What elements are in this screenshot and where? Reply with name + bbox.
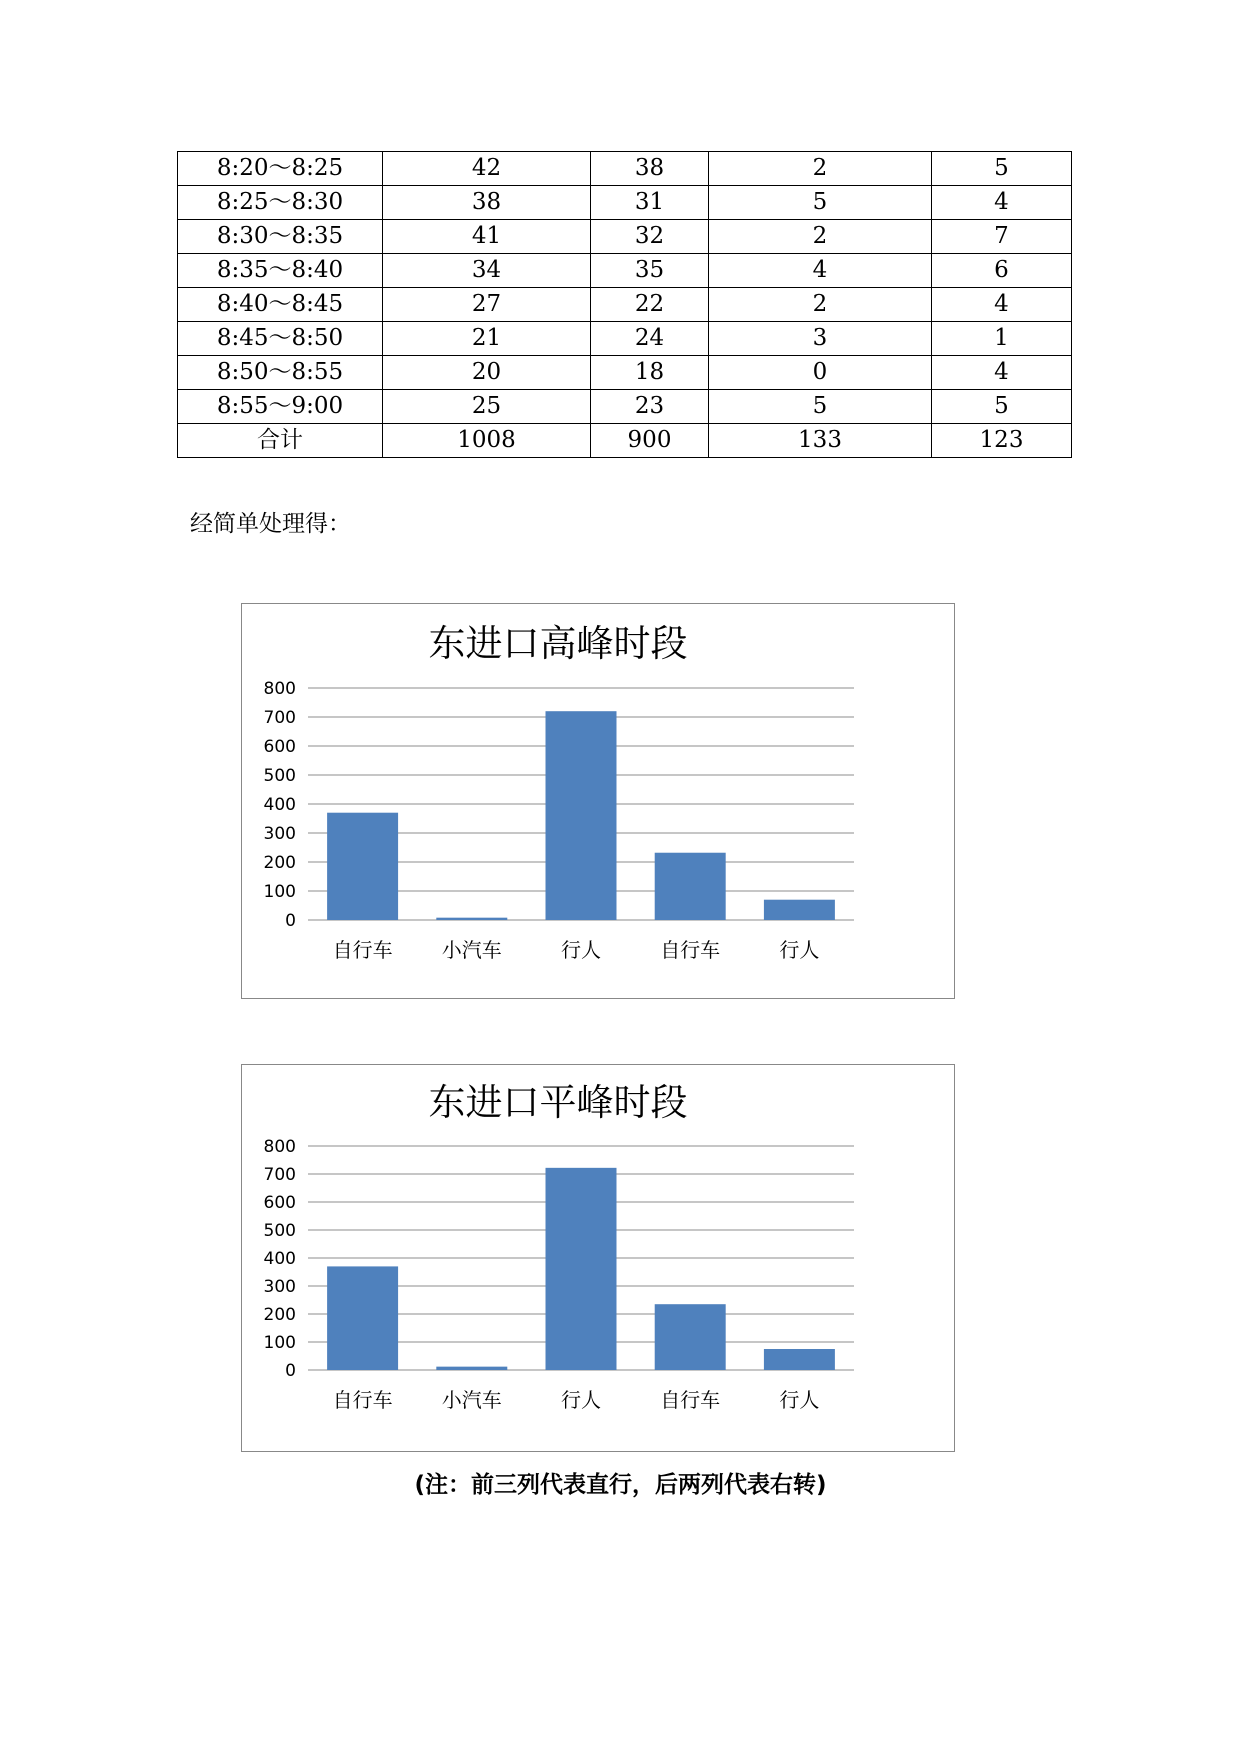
table-cell: 6 bbox=[932, 254, 1072, 288]
offpeak-hour-chart-svg bbox=[242, 1065, 953, 1450]
table-row bbox=[178, 186, 1072, 220]
table-cell: 123 bbox=[932, 424, 1072, 458]
bar bbox=[655, 1304, 726, 1370]
table-cell: 35 bbox=[591, 254, 709, 288]
table-cell: 8:35～8:40 bbox=[178, 254, 383, 288]
bar bbox=[327, 813, 398, 920]
table-cell: 31 bbox=[591, 186, 709, 220]
bar bbox=[436, 1367, 507, 1370]
category-label: 小汽车 bbox=[441, 938, 502, 962]
category-label: 行人 bbox=[779, 1388, 820, 1412]
table-cell: 5 bbox=[709, 390, 932, 424]
y-tick-label: 100 bbox=[263, 1333, 296, 1353]
y-tick-label: 700 bbox=[263, 1165, 296, 1185]
peak-hour-chart-svg bbox=[242, 604, 953, 997]
table-row bbox=[178, 288, 1072, 322]
bar bbox=[546, 711, 617, 920]
y-tick-label: 800 bbox=[263, 679, 296, 699]
table-cell: 25 bbox=[383, 390, 591, 424]
table-body bbox=[178, 152, 1072, 458]
bar bbox=[764, 900, 835, 920]
y-tick-label: 200 bbox=[263, 853, 296, 873]
y-tick-label: 0 bbox=[285, 1361, 296, 1381]
category-label: 小汽车 bbox=[441, 1388, 502, 1412]
table-cell: 8:20～8:25 bbox=[178, 152, 383, 186]
table-cell: 8:55～9:00 bbox=[178, 390, 383, 424]
traffic-count-table bbox=[177, 151, 1072, 458]
table-cell: 8:45～8:50 bbox=[178, 322, 383, 356]
y-tick-label: 100 bbox=[263, 882, 296, 902]
offpeak-hour-chart bbox=[241, 1064, 955, 1452]
table-cell: 8:30～8:35 bbox=[178, 220, 383, 254]
table-cell: 42 bbox=[383, 152, 591, 186]
table-cell: 2 bbox=[709, 220, 932, 254]
table-row bbox=[178, 356, 1072, 390]
y-tick-label: 400 bbox=[263, 1249, 296, 1269]
peak-hour-chart bbox=[241, 603, 955, 999]
table-cell: 8:50～8:55 bbox=[178, 356, 383, 390]
table-cell: 3 bbox=[709, 322, 932, 356]
table-cell: 24 bbox=[591, 322, 709, 356]
table-cell: 8:25～8:30 bbox=[178, 186, 383, 220]
category-label: 自行车 bbox=[332, 1388, 393, 1412]
table-cell: 5 bbox=[709, 186, 932, 220]
chart-title: 东进口高峰时段 bbox=[428, 622, 688, 665]
category-label: 行人 bbox=[561, 1388, 601, 1412]
table-cell: 38 bbox=[383, 186, 591, 220]
table-cell: 4 bbox=[932, 356, 1072, 390]
table-cell: 27 bbox=[383, 288, 591, 322]
bar bbox=[436, 918, 507, 920]
bar bbox=[655, 853, 726, 920]
table-cell: 0 bbox=[709, 356, 932, 390]
table-cell: 900 bbox=[591, 424, 709, 458]
table-cell: 2 bbox=[709, 288, 932, 322]
table-cell: 4 bbox=[932, 186, 1072, 220]
category-label: 自行车 bbox=[660, 1388, 721, 1412]
table-cell: 2 bbox=[709, 152, 932, 186]
table-row bbox=[178, 322, 1072, 356]
y-tick-label: 300 bbox=[263, 824, 296, 844]
table-cell: 23 bbox=[591, 390, 709, 424]
y-tick-label: 700 bbox=[263, 708, 296, 728]
table-cell: 4 bbox=[709, 254, 932, 288]
table-cell: 合计 bbox=[178, 424, 383, 458]
y-tick-label: 600 bbox=[263, 737, 296, 757]
table-cell: 18 bbox=[591, 356, 709, 390]
table-cell: 1008 bbox=[383, 424, 591, 458]
table-cell: 133 bbox=[709, 424, 932, 458]
y-tick-label: 200 bbox=[263, 1305, 296, 1325]
y-tick-label: 300 bbox=[263, 1277, 296, 1297]
category-label: 自行车 bbox=[660, 938, 721, 962]
y-tick-label: 400 bbox=[263, 795, 296, 815]
y-tick-label: 500 bbox=[263, 1221, 296, 1241]
table-cell: 20 bbox=[383, 356, 591, 390]
bar bbox=[764, 1349, 835, 1370]
table-cell: 8:40～8:45 bbox=[178, 288, 383, 322]
table-row bbox=[178, 220, 1072, 254]
table-cell: 41 bbox=[383, 220, 591, 254]
intro-text: 经简单处理得： bbox=[190, 511, 351, 537]
table-row bbox=[178, 152, 1072, 186]
table-row bbox=[178, 254, 1072, 288]
table-cell: 32 bbox=[591, 220, 709, 254]
chart-title: 东进口平峰时段 bbox=[428, 1081, 688, 1124]
table-cell: 22 bbox=[591, 288, 709, 322]
table-cell: 7 bbox=[932, 220, 1072, 254]
table-cell: 4 bbox=[932, 288, 1072, 322]
category-label: 行人 bbox=[561, 938, 601, 962]
bar bbox=[546, 1168, 617, 1370]
table-cell: 21 bbox=[383, 322, 591, 356]
table-row bbox=[178, 390, 1072, 424]
table-cell: 5 bbox=[932, 390, 1072, 424]
table-cell: 1 bbox=[932, 322, 1072, 356]
category-label: 行人 bbox=[779, 938, 820, 962]
y-tick-label: 0 bbox=[285, 911, 296, 931]
table-cell: 34 bbox=[383, 254, 591, 288]
y-tick-label: 600 bbox=[263, 1193, 296, 1213]
bar bbox=[327, 1266, 398, 1370]
table-cell: 5 bbox=[932, 152, 1072, 186]
table-cell: 38 bbox=[591, 152, 709, 186]
table-row bbox=[178, 424, 1072, 458]
chart-note: (注：前三列代表直行，后两列代表右转) bbox=[414, 1472, 827, 1498]
y-tick-label: 500 bbox=[263, 766, 296, 786]
y-tick-label: 800 bbox=[263, 1137, 296, 1157]
category-label: 自行车 bbox=[332, 938, 393, 962]
